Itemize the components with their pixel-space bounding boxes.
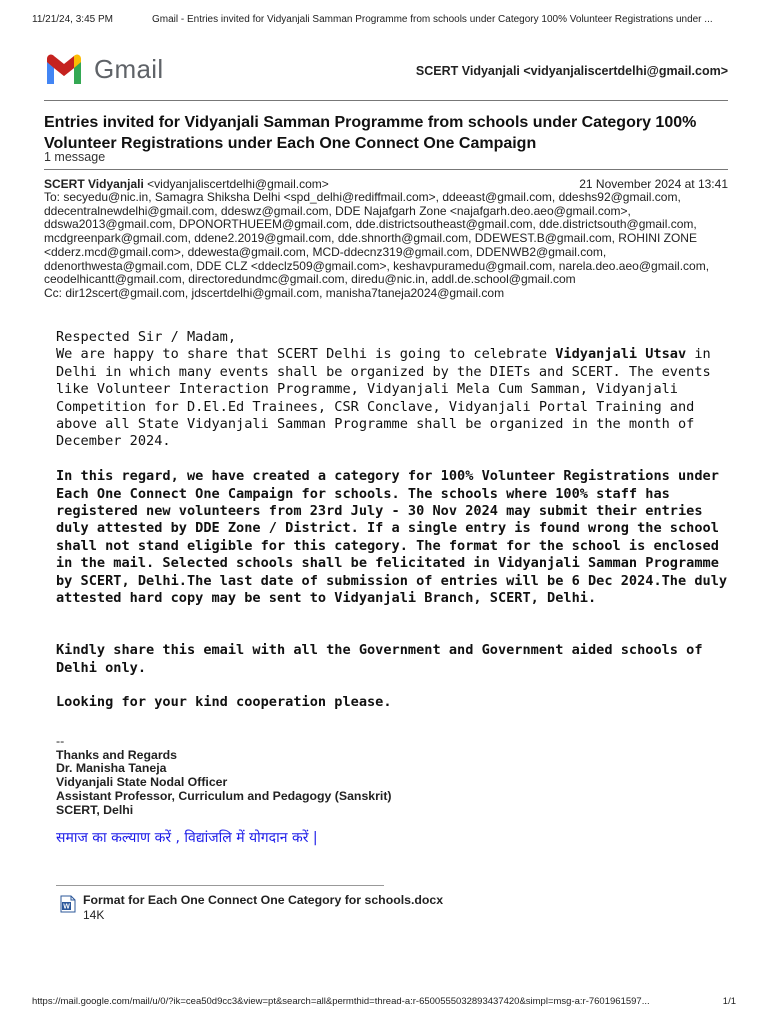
sender-name: SCERT Vidyanjali: [44, 177, 144, 191]
print-datetime: 11/21/24, 3:45 PM: [32, 14, 113, 25]
paragraph-1: We are happy to share that SCERT Delhi is going to celebrate Vidyanjali Utsav in Delhi in which many events shall be organized by the DIETs and SCERT. The events like Volunteer Interaction Programme, Vidyanjali Mela Cum Samman, Vidyanjali Competition for D.El.Ed Trainees, CSR Conclave, Vidyanjali Portal Training and above all State Vidyanjali Samman Programme shall be organized in the month of December 2024.: [56, 346, 711, 450]
svg-text:W: W: [63, 903, 70, 911]
signature-line: SCERT, Delhi: [56, 802, 134, 817]
email-body: [56, 329, 736, 712]
print-title: Gmail - Entries invited for Vidyanjali Samman Programme from schools under Category 100% Volunteer Registrations under ...: [152, 14, 713, 25]
attachment-size: 14K: [83, 908, 105, 922]
signature-line: Assistant Professor, Curriculum and Pedagogy (Sanskrit): [56, 788, 392, 803]
paragraph-2: In this regard, we have created a category for 100% Volunteer Registrations under Each One Connect One Campaign for schools. The schools where 100% staff has registered new volunteers from 23rd July - 30 Nov 2024 may submit their entries duly attested by DDE Zone / District. If a single entry is found wrong the school shall not stand eligible for this category. The format for the school is enclosed in the mail. Selected schools shall be felicitated in Vidyanjali Samman Programme by SCERT, Delhi.The last date of submission of entries will be 6 Dec 2024.The duly attested hard copy may be sent to Vidyanjali Branch, SCERT, Delhi.: [56, 468, 728, 607]
message-count: 1 message: [44, 150, 106, 164]
signature-line: Vidyanjali State Nodal Officer: [56, 775, 228, 790]
paragraph-4: Looking for your kind cooperation please.: [56, 694, 392, 711]
paragraph-3: Kindly share this email with all the Government and Government aided schools of Delhi only.: [56, 642, 703, 676]
gmail-wordmark: Gmail: [94, 54, 164, 84]
signature: [56, 735, 392, 817]
word-doc-icon: [60, 895, 76, 913]
recipients: [44, 191, 728, 301]
signature-dashes: --: [56, 734, 65, 748]
email-subject: Entries invited for Vidyanjali Samman Programme from schools under Category 100% Volunteer Registrations under Each One Connect One Campaign: [44, 114, 697, 152]
divider: [44, 169, 728, 170]
gmail-header: [44, 54, 728, 88]
divider: [44, 100, 728, 101]
sender-email[interactable]: <vidyanjaliscertdelhi@gmail.com>: [147, 177, 329, 191]
page-url: https://mail.google.com/mail/u/0/?ik=cea50d9cc3&view=pt&search=all&permthid=thread-a:r-6500555032893437420&simpl=msg-a:r-7601961597...: [32, 996, 650, 1007]
sent-date: 21 November 2024 at 13:41: [579, 177, 728, 191]
greeting: Respected Sir / Madam,: [56, 329, 237, 345]
page-number: 1/1: [722, 996, 736, 1007]
sender-line: [44, 177, 728, 191]
attachment-divider: [56, 885, 384, 886]
account-identity: SCERT Vidyanjali <vidyanjaliscertdelhi@gmail.com>: [415, 64, 728, 78]
signature-line: Dr. Manisha Taneja: [56, 761, 167, 776]
hindi-slogan: समाज का कल्याण करें , विद्यांजलि में योगदान करें |: [56, 830, 318, 846]
to-recipients: To: secyedu@nic.in, Samagra Shiksha Delhi <spd_delhi@rediffmail.com>, ddeeast@gmail.com, ddeshs92@gmail.com, ddecentralnewdelhi@gmail.com, ddeswz@gmail.com, DDE Najafgarh Zone <najafgarh.deo.aeo@gmail.com>, ddswa2013@gmail.com, DPONORTHUEEM@gmail.com, dde.districtsoutheast@gmail.com, dde.districtsouth@gmail.com, mcdgreenpark@gmail.com, ddene2.2019@gmail.com, dde.shnorth@gmail.com, DDEWEST.B@gmail.com, ROHINI ZONE <dderz.mcd@gmail.com>, ddewesta@gmail.com, MCD-ddecnz319@gmail.com, DDENWB2@gmail.com, ddenorthwesta@gmail.com, DDE CLZ <ddeclz509@gmail.com>, keshavpuramedu@gmail.com, narela.deo.aeo@gmail.com, ceodelhicantt@gmail.com, directoredundmc@gmail.com, diredu@nic.in, addl.de.school@gmail.com: [44, 190, 710, 287]
attachment-filename[interactable]: Format for Each One Connect One Category for schools.docx: [83, 893, 444, 907]
signature-line: Thanks and Regards: [56, 747, 177, 762]
highlight-utsav: Vidyanjali Utsav: [555, 346, 687, 363]
gmail-logo-icon: [44, 54, 84, 84]
cc-recipients: Cc: dir12scert@gmail.com, jdscertdelhi@gmail.com, manisha7taneja2024@gmail.com: [44, 285, 505, 300]
